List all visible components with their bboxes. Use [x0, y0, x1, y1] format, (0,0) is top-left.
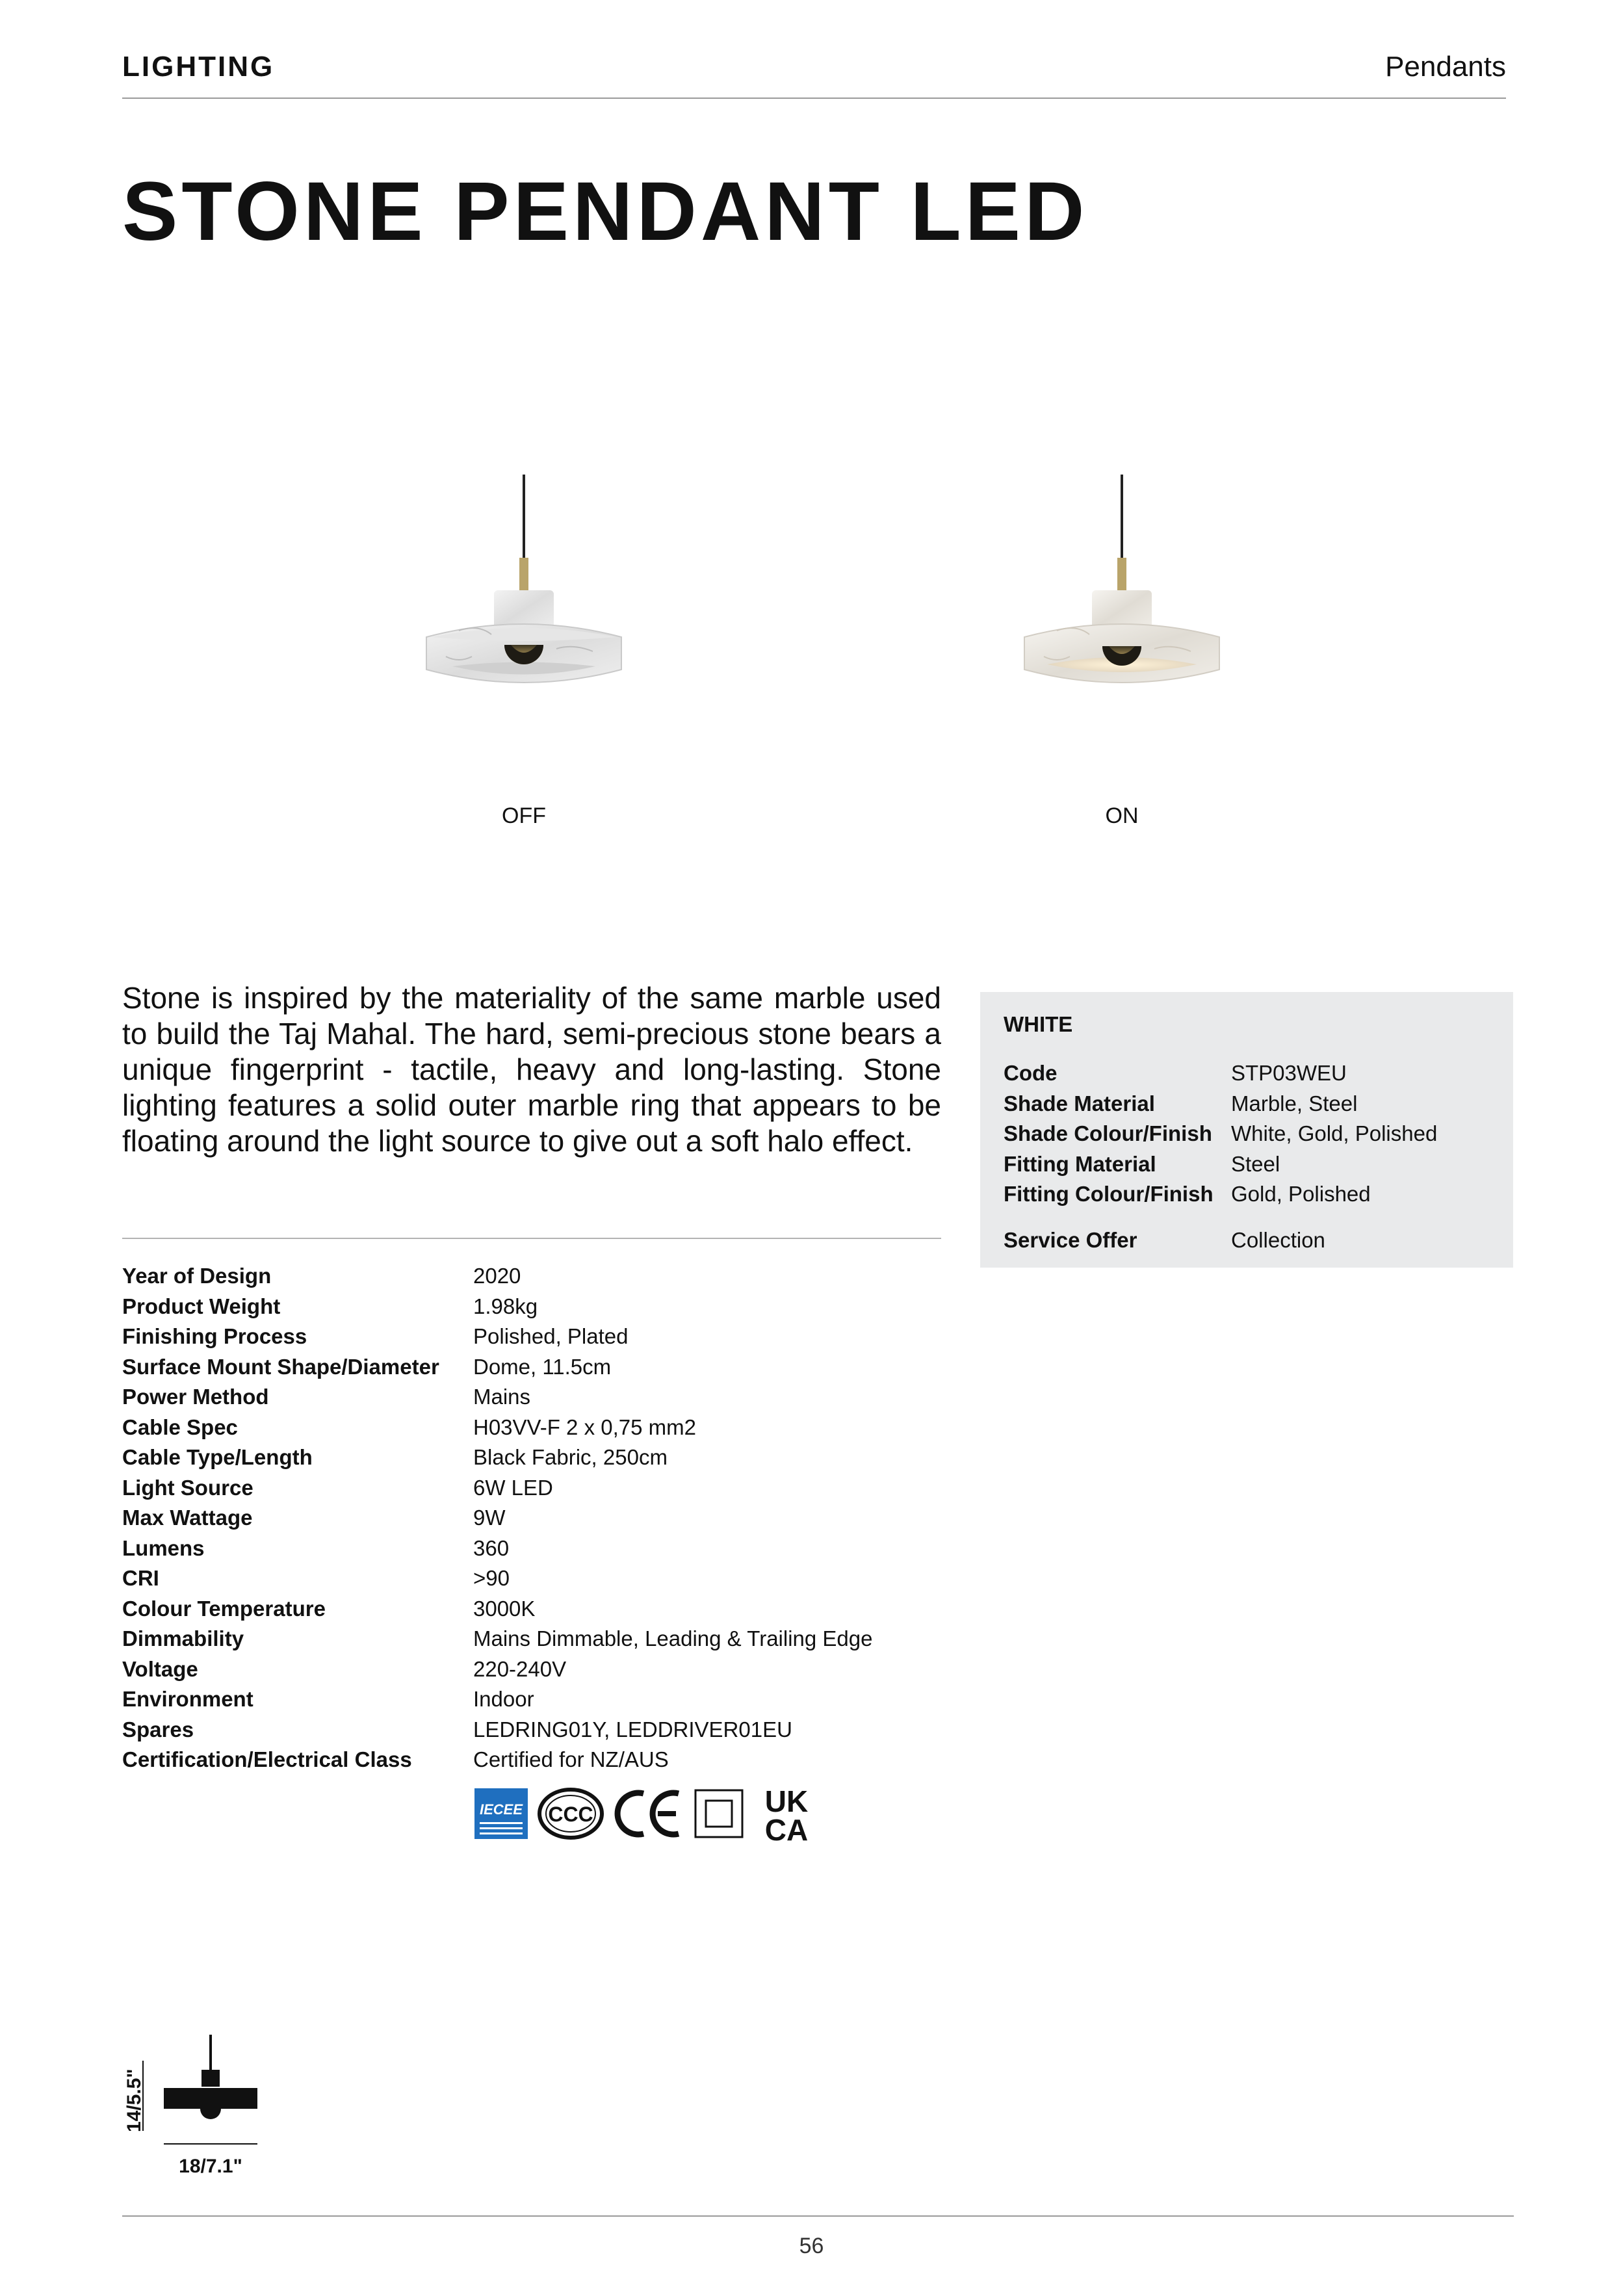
- variant-value: Steel: [1231, 1151, 1280, 1176]
- footer-divider: [122, 2215, 1514, 2217]
- spec-row: [122, 1684, 872, 1715]
- class-ii-icon: [693, 1788, 745, 1840]
- spec-value: Indoor: [473, 1687, 534, 1712]
- product-description: Stone is inspired by the materiality of the same marble used to build the Taj Mahal. The hard, semi-precious stone bears a unique fingerprint - tactile, heavy and long-lasting. Stone lighting features a solid outer marble ring that appears to be floating around the light source to give out a soft halo effect.: [122, 981, 941, 1158]
- header-divider: [122, 98, 1506, 99]
- variant-row: [1004, 1058, 1490, 1089]
- spec-label: Environment: [122, 1687, 253, 1712]
- variant-label: Fitting Colour/Finish: [1004, 1182, 1214, 1207]
- spec-label: Dimmability: [122, 1626, 244, 1651]
- variant-value: STP03WEU: [1231, 1061, 1347, 1086]
- caption-on: ON: [1105, 803, 1139, 828]
- dimension-drawing: [121, 2035, 264, 2204]
- spec-value: Mains Dimmable, Leading & Trailing Edge: [473, 1626, 873, 1651]
- ccc-text: CCC: [548, 1803, 593, 1826]
- service-offer-label: Service Offer: [1004, 1227, 1137, 1252]
- height-dimension: 14/5.5": [123, 2068, 145, 2132]
- spec-value: 360: [473, 1535, 510, 1560]
- ukca-bottom-text: CA: [764, 1813, 809, 1843]
- spec-row: [122, 1322, 872, 1352]
- description-divider: [122, 1238, 941, 1239]
- spec-value: H03VV-F 2 x 0,75 mm2: [473, 1415, 696, 1439]
- spec-value: LEDRING01Y, LEDDRIVER01EU: [473, 1717, 792, 1742]
- spec-label: Finishing Process: [122, 1324, 307, 1349]
- spec-row: [122, 1352, 872, 1383]
- spec-value: Black Fabric, 250cm: [473, 1445, 668, 1470]
- spec-label: Surface Mount Shape/Diameter: [122, 1354, 439, 1379]
- page-number: 56: [799, 2234, 824, 2258]
- spec-value: Polished, Plated: [473, 1324, 629, 1349]
- product-image-off: [413, 475, 634, 761]
- spec-table: [122, 1261, 872, 1775]
- variant-row: [1004, 1089, 1490, 1119]
- spec-row: [122, 1715, 872, 1745]
- spec-label: Cable Type/Length: [122, 1445, 313, 1470]
- spec-row: [122, 1503, 872, 1533]
- spec-row: [122, 1624, 872, 1654]
- ukca-top-text: UK: [764, 1784, 809, 1818]
- iecee-logo-icon: [474, 1788, 528, 1839]
- variant-value: Gold, Polished: [1231, 1182, 1371, 1207]
- variant-label: Code: [1004, 1061, 1058, 1086]
- spec-value: 2020: [473, 1264, 521, 1288]
- service-offer-value: Collection: [1231, 1227, 1325, 1252]
- variant-label: Shade Colour/Finish: [1004, 1121, 1212, 1146]
- variant-value: Marble, Steel: [1231, 1091, 1358, 1115]
- spec-value: 1.98kg: [473, 1294, 538, 1318]
- product-title: STONE PENDANT LED: [122, 165, 1089, 258]
- spec-label: Colour Temperature: [122, 1596, 326, 1621]
- spec-value: 6W LED: [473, 1475, 553, 1500]
- spec-value: Dome, 11.5cm: [473, 1354, 612, 1379]
- spec-label: CRI: [122, 1566, 159, 1591]
- spec-value: 220-240V: [473, 1656, 567, 1681]
- spec-row: [122, 1594, 872, 1624]
- spec-value: Mains: [473, 1385, 531, 1409]
- spec-value: 9W: [473, 1506, 506, 1530]
- spec-row: [122, 1413, 872, 1443]
- service-offer-row: [1004, 1225, 1490, 1256]
- variant-row: [1004, 1179, 1490, 1210]
- spec-label: Certification/Electrical Class: [122, 1747, 412, 1772]
- spec-label: Power Method: [122, 1385, 269, 1409]
- spec-label: Product Weight: [122, 1294, 281, 1318]
- spec-label: Lumens: [122, 1535, 205, 1560]
- category-label: LIGHTING: [122, 51, 275, 83]
- spec-row: [122, 1442, 872, 1473]
- spec-value: 3000K: [473, 1596, 536, 1621]
- spec-row: [122, 1654, 872, 1685]
- variant-name: WHITE: [1004, 1012, 1073, 1036]
- ukca-mark-icon: [754, 1784, 819, 1843]
- spec-row: [122, 1473, 872, 1504]
- product-image-on: [1011, 475, 1232, 761]
- spec-label: Cable Spec: [122, 1415, 238, 1439]
- iecee-text: IECEE: [479, 1801, 523, 1818]
- variant-row: [1004, 1119, 1490, 1149]
- width-dimension: 18/7.1": [179, 2156, 242, 2177]
- spec-label: Year of Design: [122, 1264, 272, 1288]
- certification-marks: [474, 1785, 819, 1842]
- spec-value: >90: [473, 1566, 510, 1591]
- spec-row: [122, 1563, 872, 1594]
- spec-label: Max Wattage: [122, 1506, 253, 1530]
- spec-value: Certified for NZ/AUS: [473, 1747, 669, 1772]
- spec-label: Voltage: [122, 1656, 198, 1681]
- spec-label: Spares: [122, 1717, 194, 1742]
- spec-row: [122, 1382, 872, 1413]
- variant-row: [1004, 1149, 1490, 1180]
- spec-row: [122, 1745, 872, 1775]
- ccc-mark-icon: [537, 1787, 604, 1840]
- variant-label: Shade Material: [1004, 1091, 1155, 1115]
- spec-label: Light Source: [122, 1475, 253, 1500]
- section-label: Pendants: [1385, 51, 1506, 83]
- spec-row: [122, 1261, 872, 1292]
- spec-row: [122, 1533, 872, 1564]
- variant-value: White, Gold, Polished: [1231, 1121, 1438, 1146]
- variant-label: Fitting Material: [1004, 1151, 1156, 1176]
- spec-row: [122, 1292, 872, 1322]
- caption-off: OFF: [502, 803, 546, 828]
- variant-panel: [980, 992, 1513, 1268]
- ce-mark-icon: [614, 1787, 684, 1840]
